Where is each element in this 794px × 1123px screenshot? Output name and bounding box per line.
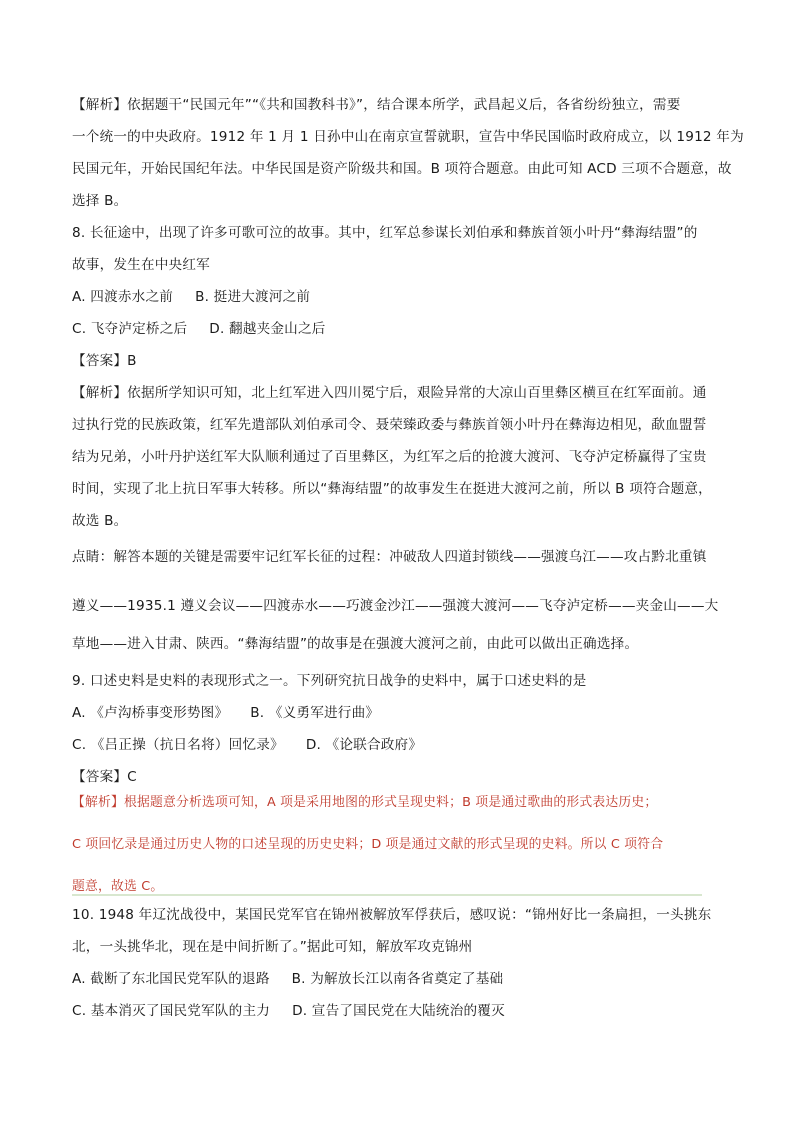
q9-analysis-line: C 项回忆录是通过历史人物的口述呈现的历史史料；D 项是通过文献的形式呈现的史料。所以 C 项符合 — [72, 837, 664, 852]
q8-option-b: B. 挺进大渡河之前 — [195, 289, 311, 305]
q10-options-row-2 — [72, 1002, 505, 1020]
q7-analysis-line: 民国元年，开始民国纪年法。中华民国是资产阶级共和国。B 项符合题意。由此可知 ACD 三项不合题意，故 — [72, 161, 732, 177]
q8-analysis-line: 故选 B。 — [72, 513, 128, 529]
q8-analysis-line: 过执行党的民族政策，红军先遣部队刘伯承司令、聂荣臻政委与彝族首领小叶丹在彝海边相见，歃血盟誓 — [72, 417, 707, 433]
q8-stem-line: 故事，发生在中央红军 — [72, 257, 210, 273]
q8-tip-line: 草地——进入甘肃、陕西。“彝海结盟”的故事是在强渡大渡河之前，由此可以做出正确选择。 — [72, 636, 639, 652]
q8-option-a: A. 四渡赤水之前 — [72, 289, 174, 305]
q10-stem-line: 10. 1948 年辽沈战役中，某国民党军官在锦州被解放军俘获后，感叹说：“锦州好比一条扁担，一头挑东 — [72, 907, 712, 923]
q9-options-row-2 — [72, 736, 422, 754]
section-divider — [72, 894, 702, 896]
q7-analysis-line: 选择 B。 — [72, 193, 128, 209]
q8-options-row-2 — [72, 320, 326, 338]
q8-analysis-line: 时间，实现了北上抗日军事大转移。所以“彝海结盟”的故事发生在挺进大渡河之前，所以 B 项符合题意， — [72, 481, 712, 497]
q10-option-d: D. 宣告了国民党在大陆统治的覆灭 — [292, 1003, 505, 1019]
q9-options-row-1 — [72, 704, 379, 722]
q10-stem-line: 北，一头挑华北，现在是中间折断了。”据此可知，解放军攻克锦州 — [72, 939, 473, 955]
q8-option-c: C. 飞夺泸定桥之后 — [72, 321, 188, 337]
q8-option-d: D. 翻越夹金山之后 — [209, 321, 326, 337]
q7-analysis-line: 一个统一的中央政府。1912 年 1 月 1 日孙中山在南京宣誓就职，宣告中华民国临时政府成立，以 1912 年为 — [72, 129, 744, 145]
q8-options-row-1 — [72, 288, 310, 306]
q9-option-b: B. 《义勇军进行曲》 — [250, 705, 380, 721]
q9-option-a: A. 《卢沟桥事变形势图》 — [72, 705, 229, 721]
q9-option-d: D. 《论联合政府》 — [305, 737, 423, 753]
q8-answer: 【答案】B — [72, 353, 137, 369]
q9-analysis-line: 题意，故选 C。 — [72, 879, 164, 894]
q9-stem: 9. 口述史料是史料的表现形式之一。下列研究抗日战争的史料中，属于口述史料的是 — [72, 673, 587, 689]
q9-answer: 【答案】C — [72, 769, 137, 785]
q8-tip-line: 遵义——1935.1 遵义会议——四渡赤水——巧渡金沙江——强渡大渡河——飞夺泸定桥——夹金山——大 — [72, 598, 719, 614]
q8-analysis-line: 【解析】依据所学知识可知，北上红军进入四川冕宁后，艰险异常的大凉山百里彝区横亘在红军面前。通 — [72, 385, 707, 401]
q9-analysis-line: 【解析】根据题意分析选项可知，A 项是采用地图的形式呈现史料；B 项是通过歌曲的形式表达历史； — [72, 795, 658, 810]
q9-option-c: C. 《吕正操（抗日名将）回忆录》 — [72, 737, 284, 753]
q8-tip-line: 点睛：解答本题的关键是需要牢记红军长征的过程：冲破敌人四道封锁线——强渡乌江——攻占黔北重镇 — [72, 549, 707, 565]
q10-option-b: B. 为解放长江以南各省奠定了基础 — [291, 971, 504, 987]
q8-stem-line: 8. 长征途中，出现了许多可歌可泣的故事。其中，红军总参谋长刘伯承和彝族首领小叶丹“彝海结盟”的 — [72, 225, 698, 241]
q10-options-row-1 — [72, 970, 503, 988]
q10-option-a: A. 截断了东北国民党军队的退路 — [72, 971, 270, 987]
q7-analysis-line: 【解析】依据题干“民国元年”“《共和国教科书》”，结合课本所学，武昌起义后，各省纷纷独立，需要 — [72, 97, 681, 113]
q10-option-c: C. 基本消灭了国民党军队的主力 — [72, 1003, 271, 1019]
q8-analysis-line: 结为兄弟，小叶丹护送红军大队顺利通过了百里彝区，为红军之后的抢渡大渡河、飞夺泸定桥赢得了宝贵 — [72, 449, 707, 465]
